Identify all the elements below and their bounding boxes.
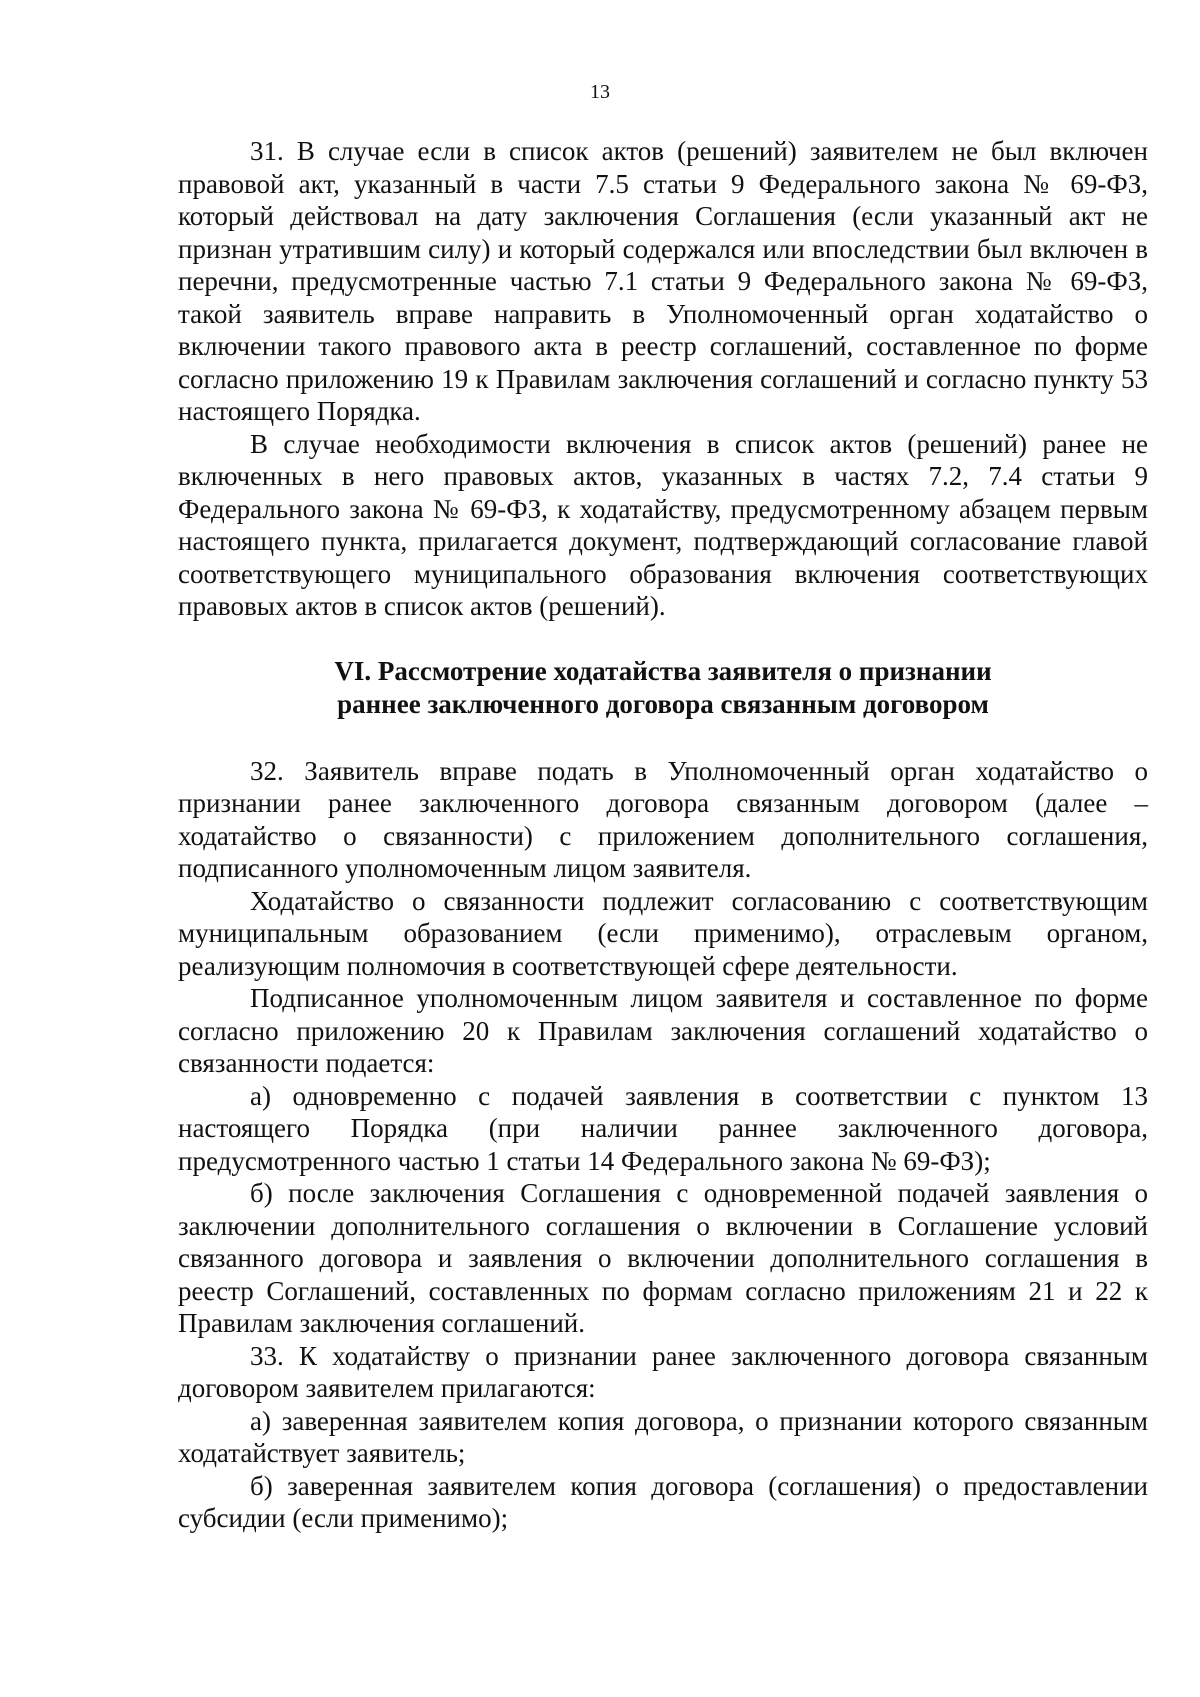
paragraph-32: 32. Заявитель вправе подать в Уполномоченный орган ходатайство о признании ранее заключенного договора связанным договором (далее – ходатайство о связанности) с приложением дополнительного соглашения, подписанного уполномоченным лицом заявителя. xyxy=(178,755,1148,883)
list-item-33-b: б) заверенная заявителем копия договора (соглашения) о предоставлении субсидии (если применимо); xyxy=(178,1470,1148,1533)
page-number: 13 xyxy=(590,81,610,103)
paragraph-33: 33. К ходатайству о признании ранее заключенного договора связанным договором заявителем прилагаются: xyxy=(178,1340,1148,1403)
paragraph-31-continuation: В случае необходимости включения в список актов (решений) ранее не включенных в него правовых актов, указанных в частях 7.2, 7.4 статьи 9 Федерального закона № 69-ФЗ, к ходатайству, предусмотренному абзацем первым настоящего пункта, прилагается документ, подтверждающий согласование главой соответствующего муниципального образования включения соответствующих правовых актов в список актов (решений). xyxy=(178,428,1148,621)
section-heading-vi xyxy=(178,655,1148,721)
section-heading-line-2: раннее заключенного договора связанным договором xyxy=(337,688,989,719)
paragraph-32-submission: Подписанное уполномоченным лицом заявителя и составленное по форме согласно приложению 20 к Правилам заключения соглашений ходатайство о связанности подается: xyxy=(178,983,1148,1078)
list-item-32-a: а) одновременно с подачей заявления в соответствии с пунктом 13 настоящего Порядка (при наличии раннее заключенного договора, предусмотренного частью 1 статьи 14 Федерального закона № 69-ФЗ); xyxy=(178,1080,1148,1176)
paragraph-31: 31. В случае если в список актов (решений) заявителем не был включен правовой акт, указанный в части 7.5 статьи 9 Федерального закона № 69-ФЗ, который действовал на дату заключения Соглашения (если указанный акт не признан утратившим силу) и который содержался или впоследствии был включен в перечни, предусмотренные частью 7.1 статьи 9 Федерального закона № 69-ФЗ, такой заявитель вправе направить в Уполномоченный орган ходатайство о включении такого правового акта в реестр соглашений, составленное по форме согласно приложению 19 к Правилам заключения соглашений и согласно пункту 53 настоящего Порядка. xyxy=(178,136,1148,426)
section-heading-line-1: VI. Рассмотрение ходатайства заявителя о признании xyxy=(334,655,992,686)
paragraph-32-approval: Ходатайство о связанности подлежит согласованию с соответствующим муниципальным образованием (если применимо), отраслевым органом, реализующим полномочия в соответствующей сфере деятельности. xyxy=(178,885,1148,981)
document-body xyxy=(178,135,1148,1535)
list-item-32-b: б) после заключения Соглашения с одновременной подачей заявления о заключении дополнительного соглашения о включении в Соглашение условий связанного договора и заявления о включении дополнительного соглашения в реестр Соглашений, составленных по формам согласно приложениям 21 и 22 к Правилам заключения соглашений. xyxy=(178,1178,1148,1338)
list-item-33-a: а) заверенная заявителем копия договора, о признании которого связанным ходатайствует заявитель; xyxy=(178,1405,1148,1468)
